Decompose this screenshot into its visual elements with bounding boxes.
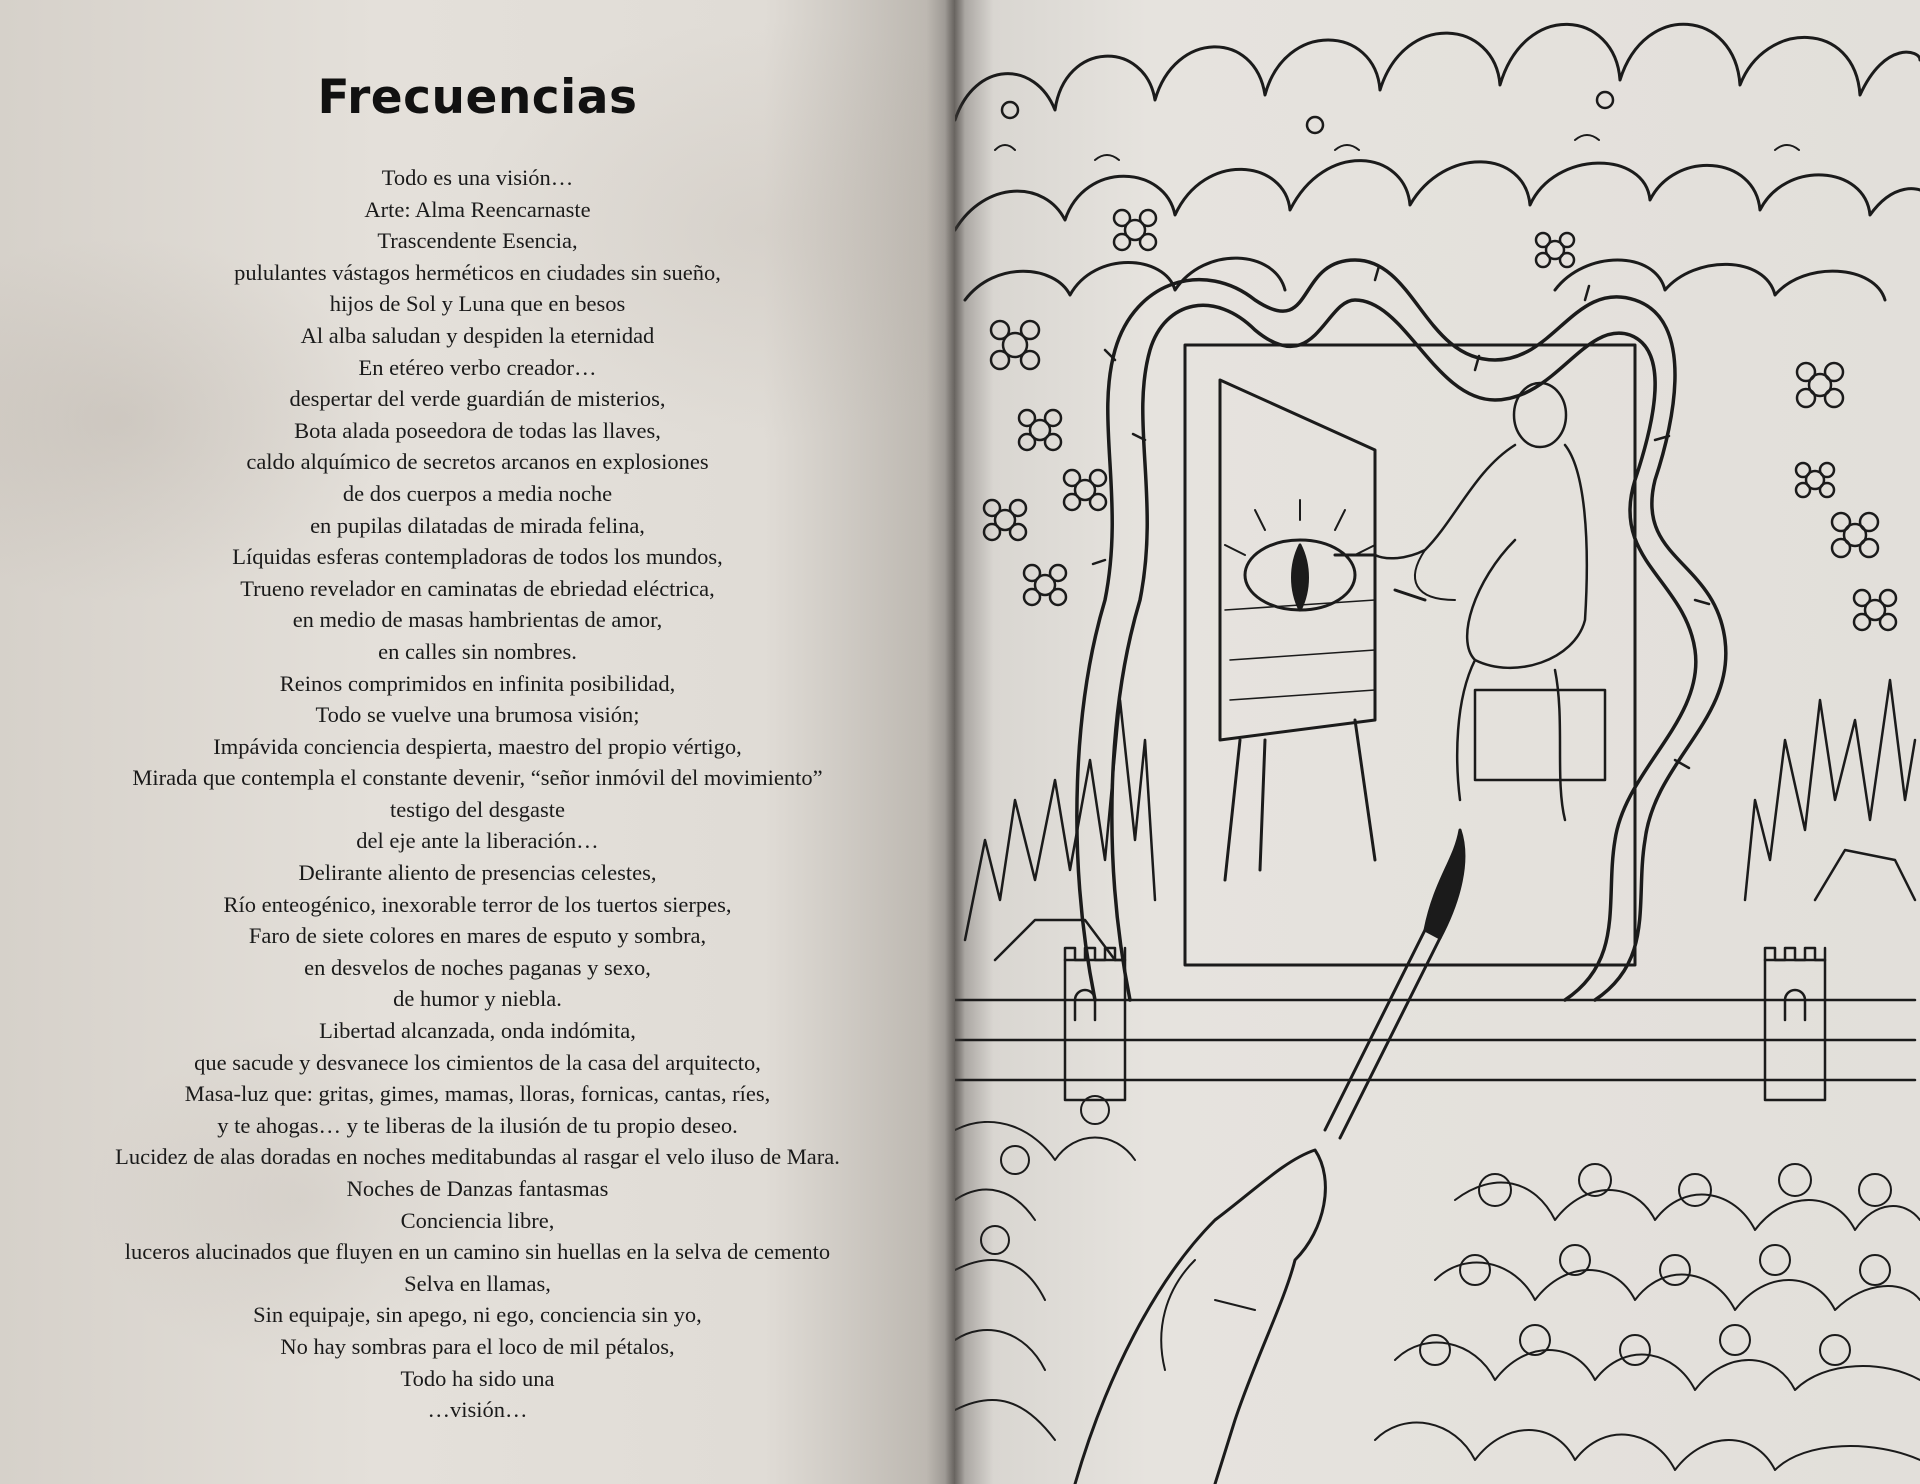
poem-line: Noches de Danzas fantasmas <box>346 1176 609 1201</box>
poem-line: En etéreo verbo creador… <box>358 354 597 380</box>
poem-line: en desvelos de noches paganas y sexo, <box>304 954 651 980</box>
poem-line: del eje ante la liberación… <box>356 828 599 854</box>
poem-line: en calles sin nombres. <box>378 638 577 664</box>
ink-drawing-painter-illustration <box>955 0 1920 1484</box>
poem-line: Líquidas esferas contempladoras de todos los mundos, <box>232 544 723 570</box>
poem-line: Todo es una visión… <box>381 165 574 190</box>
poem-line: de dos cuerpos a media noche <box>342 480 613 506</box>
poem-line: Todo se vuelve una brumosa visión; <box>315 702 640 728</box>
poem-line: que sacude y desvanece los cimientos de la casa del arquitecto, <box>194 1049 761 1075</box>
book-gutter <box>945 0 965 1484</box>
poem-line: Arte: Alma Reencarnaste <box>364 196 591 222</box>
poem-line: pululantes vástagos herméticos en ciudades sin sueño, <box>234 259 721 285</box>
poem-line: Todo ha sido una <box>400 1365 555 1391</box>
poem-line: testigo del desgaste <box>390 796 565 822</box>
poem-line: Delirante aliento de presencias celestes, <box>298 860 657 886</box>
poem-line: hijos de Sol y Luna que en besos <box>329 291 626 317</box>
poem-line: Mirada que contempla el constante devenir, “señor inmóvil del movimiento” <box>132 765 823 791</box>
poem-line: Bota alada poseedora de todas las llaves, <box>294 417 661 443</box>
poem-line: Trueno revelador en caminatas de ebriedad eléctrica, <box>240 575 715 601</box>
poem-line: Masa-luz que: gritas, gimes, mamas, lloras, fornicas, cantas, ríes, <box>184 1081 771 1107</box>
poem-line: Trascendente Esencia, <box>377 228 578 254</box>
poem-line: en medio de masas hambrientas de amor, <box>292 607 663 633</box>
poem-line: Impávida conciencia despierta, maestro del propio vértigo, <box>213 733 742 759</box>
poem-line: Reinos comprimidos en infinita posibilidad, <box>279 670 676 696</box>
poem-line: en pupilas dilatadas de mirada felina, <box>310 512 645 538</box>
poem-line: No hay sombras para el loco de mil pétalos, <box>280 1333 675 1359</box>
clouds-drawing <box>955 24 1920 300</box>
poem-line: luceros alucinados que fluyen en un camino sin huellas en la selva de cemento <box>124 1239 831 1265</box>
poem-line: Faro de siete colores en mares de esputo y sombra, <box>248 923 707 949</box>
poem-line: caldo alquímico de secretos arcanos en explosiones <box>246 449 709 475</box>
poem-line: Selva en llamas, <box>404 1270 551 1296</box>
poem-line: Río enteogénico, inexorable terror de los tuertos sierpes, <box>223 891 732 917</box>
serpent-drawing <box>1077 260 1726 1000</box>
poem-line: Al alba saludan y despiden la eternidad <box>300 322 655 348</box>
left-page <box>0 0 955 1484</box>
poem-line: Sin equipaje, sin apego, ni ego, conciencia sin yo, <box>253 1302 702 1328</box>
poem-title: Frecuencias <box>317 70 638 125</box>
poem-line: Libertad alcanzada, onda indómita, <box>319 1018 636 1044</box>
easel-canvas-drawing <box>1185 345 1635 965</box>
poem-line: y te ahogas… y te liberas de la ilusión de tu propio deseo. <box>217 1112 738 1138</box>
poem-line: de humor y niebla. <box>393 986 562 1012</box>
poem-line: …visión… <box>427 1397 528 1423</box>
castle-drawing <box>955 850 1915 1100</box>
poem-line: Lucidez de alas doradas en noches meditabundas al rasgar el velo iluso de Mara. <box>115 1144 840 1170</box>
poem-line: despertar del verde guardián de misterios, <box>289 386 666 412</box>
poem-line: Conciencia libre, <box>400 1207 555 1233</box>
poem-body <box>40 162 915 1426</box>
right-page <box>955 0 1920 1484</box>
